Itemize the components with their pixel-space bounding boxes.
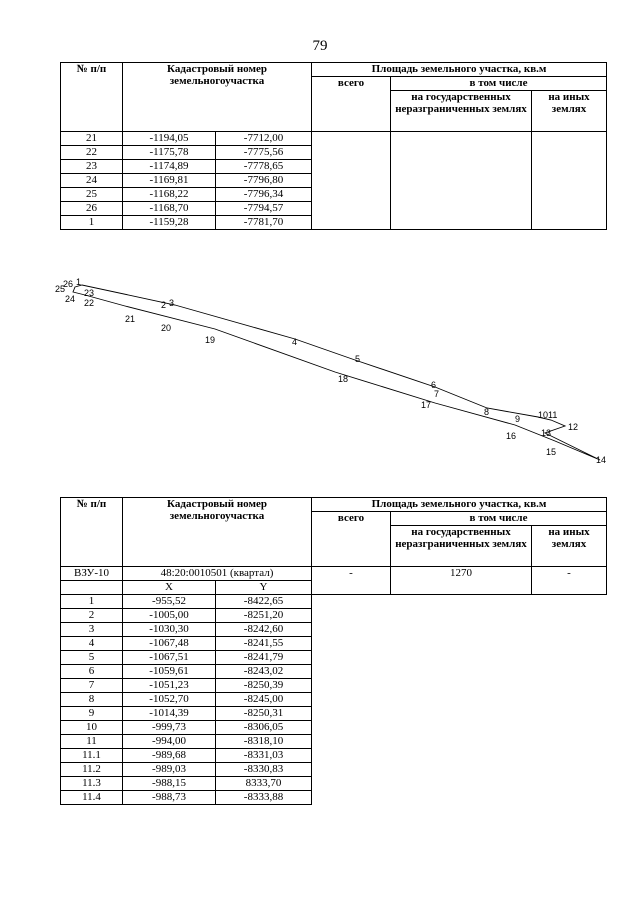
point-number: 24 bbox=[61, 174, 123, 188]
coord-y: -8306,05 bbox=[216, 721, 312, 735]
point-number: 11.4 bbox=[61, 791, 123, 805]
coord-x: -1159,28 bbox=[123, 216, 216, 230]
header-total: всего bbox=[312, 77, 391, 132]
coord-y: -7712,00 bbox=[216, 132, 312, 146]
coord-y: -7778,65 bbox=[216, 160, 312, 174]
header-including: в том числе bbox=[391, 77, 607, 91]
table-row bbox=[61, 609, 607, 623]
vertex-label: 25 bbox=[55, 284, 66, 294]
parcel-id: ВЗУ-10 bbox=[61, 567, 123, 581]
point-number: 2 bbox=[61, 609, 123, 623]
vertex-label: 9 bbox=[515, 414, 521, 424]
table-row bbox=[61, 665, 607, 679]
coord-x: -1169,81 bbox=[123, 174, 216, 188]
coord-y: -8330,83 bbox=[216, 763, 312, 777]
coord-x: -1014,39 bbox=[123, 707, 216, 721]
header-num: № п/п bbox=[61, 498, 123, 567]
vertex-label: 3 bbox=[169, 298, 175, 308]
point-number: 7 bbox=[61, 679, 123, 693]
coord-x: -1059,61 bbox=[123, 665, 216, 679]
vertex-label: 1 bbox=[76, 277, 82, 287]
coord-x: -1175,78 bbox=[123, 146, 216, 160]
area-other: - bbox=[532, 567, 607, 595]
point-number: 21 bbox=[61, 132, 123, 146]
point-number: 4 bbox=[61, 637, 123, 651]
vertex-label: 20 bbox=[161, 323, 172, 333]
point-number: 11.2 bbox=[61, 763, 123, 777]
coord-x: -1168,22 bbox=[123, 188, 216, 202]
coord-y: -8242,60 bbox=[216, 623, 312, 637]
point-number: 23 bbox=[61, 160, 123, 174]
area-total-cell bbox=[312, 132, 391, 230]
coord-y: -8250,31 bbox=[216, 707, 312, 721]
vertex-label: 14 bbox=[596, 455, 607, 465]
area-total: - bbox=[312, 567, 391, 595]
table-row bbox=[61, 735, 607, 749]
header-state-land: на государственных неразграниченных землях bbox=[391, 526, 532, 567]
point-number: 5 bbox=[61, 651, 123, 665]
vertex-label: 10 bbox=[538, 410, 549, 420]
point-number: 11 bbox=[61, 735, 123, 749]
coord-x: -1005,00 bbox=[123, 609, 216, 623]
point-number: 11.1 bbox=[61, 749, 123, 763]
vertex-label: 6 bbox=[431, 380, 437, 390]
coord-y: -8250,39 bbox=[216, 679, 312, 693]
coord-y: -8251,20 bbox=[216, 609, 312, 623]
header-including: в том числе bbox=[391, 512, 607, 526]
table-row bbox=[61, 679, 607, 693]
vertex-label: 12 bbox=[568, 422, 579, 432]
coord-x: -994,00 bbox=[123, 735, 216, 749]
coord-y: -7781,70 bbox=[216, 216, 312, 230]
col-x-label: X bbox=[123, 581, 216, 595]
header-cadastral: Кадастровый номер земельногоучастка bbox=[123, 63, 312, 132]
parcel-cadastral: 48:20:0010501 (квартал) bbox=[123, 567, 312, 581]
coord-y: -8333,88 bbox=[216, 791, 312, 805]
vertex-label: 4 bbox=[292, 337, 298, 347]
coord-x: -989,68 bbox=[123, 749, 216, 763]
vertex-label: 2 bbox=[161, 300, 167, 310]
coordinates-table-2 bbox=[60, 497, 607, 805]
table-row bbox=[61, 791, 607, 805]
coord-x: -1030,30 bbox=[123, 623, 216, 637]
vertex-label: 5 bbox=[355, 354, 361, 364]
point-number: 8 bbox=[61, 693, 123, 707]
coord-y: -8241,79 bbox=[216, 651, 312, 665]
vertex-label: 22 bbox=[84, 298, 95, 308]
vertex-label: 15 bbox=[546, 447, 557, 457]
coord-x: -1168,70 bbox=[123, 202, 216, 216]
vertex-label: 7 bbox=[434, 389, 440, 399]
area-state-cell bbox=[391, 132, 532, 230]
coordinates-table-1 bbox=[60, 62, 607, 230]
coord-y: -8241,55 bbox=[216, 637, 312, 651]
header-cadastral: Кадастровый номер земельногоучастка bbox=[123, 498, 312, 567]
parcel-diagram bbox=[55, 275, 615, 475]
vertex-label: 8 bbox=[484, 407, 490, 417]
table-row bbox=[61, 693, 607, 707]
coord-x: -955,52 bbox=[123, 595, 216, 609]
header-area: Площадь земельного участка, кв.м bbox=[312, 63, 607, 77]
header-total: всего bbox=[312, 512, 391, 567]
vertex-label: 24 bbox=[65, 294, 76, 304]
table-row bbox=[61, 777, 607, 791]
point-number: 9 bbox=[61, 707, 123, 721]
area-other-cell bbox=[532, 132, 607, 230]
header-other-land: на иных землях bbox=[532, 526, 607, 567]
table-row bbox=[61, 132, 607, 146]
point-number: 25 bbox=[61, 188, 123, 202]
point-number: 22 bbox=[61, 146, 123, 160]
parcel-outline bbox=[73, 285, 600, 460]
coord-x: -1194,05 bbox=[123, 132, 216, 146]
vertex-label: 16 bbox=[506, 431, 517, 441]
vertex-label: 11 bbox=[548, 410, 558, 420]
point-number: 26 bbox=[61, 202, 123, 216]
point-number: 1 bbox=[61, 595, 123, 609]
coord-y: -8318,10 bbox=[216, 735, 312, 749]
coord-y: -8331,03 bbox=[216, 749, 312, 763]
vertex-label: 13 bbox=[541, 428, 552, 438]
coord-y: -7794,57 bbox=[216, 202, 312, 216]
vertex-label: 19 bbox=[205, 335, 216, 345]
coord-x: -989,03 bbox=[123, 763, 216, 777]
coord-x: -1052,70 bbox=[123, 693, 216, 707]
header-state-land: на государственных неразграниченных землях bbox=[391, 91, 532, 132]
table-row bbox=[61, 721, 607, 735]
coord-x: -1067,51 bbox=[123, 651, 216, 665]
table-row bbox=[61, 637, 607, 651]
vertex-label: 26 bbox=[63, 279, 74, 289]
point-number: 1 bbox=[61, 216, 123, 230]
vertex-label: 18 bbox=[338, 374, 349, 384]
coord-y: -8245,00 bbox=[216, 693, 312, 707]
table-row bbox=[61, 763, 607, 777]
coord-x: -1174,89 bbox=[123, 160, 216, 174]
vertex-label: 21 bbox=[125, 314, 136, 324]
coord-y: -7796,80 bbox=[216, 174, 312, 188]
area-state: 1270 bbox=[391, 567, 532, 595]
point-number: 11.3 bbox=[61, 777, 123, 791]
point-number: 6 bbox=[61, 665, 123, 679]
table-row bbox=[61, 595, 607, 609]
vertex-label: 17 bbox=[421, 400, 432, 410]
coord-x: -999,73 bbox=[123, 721, 216, 735]
table-row bbox=[61, 749, 607, 763]
coord-y: 8333,70 bbox=[216, 777, 312, 791]
empty-cell bbox=[61, 581, 123, 595]
page-number: 79 bbox=[312, 38, 328, 54]
coord-y: -7796,34 bbox=[216, 188, 312, 202]
header-num: № п/п bbox=[61, 63, 123, 132]
coord-x: -988,73 bbox=[123, 791, 216, 805]
coord-x: -1067,48 bbox=[123, 637, 216, 651]
coord-x: -1051,23 bbox=[123, 679, 216, 693]
coord-y: -8422,65 bbox=[216, 595, 312, 609]
coord-y: -7775,56 bbox=[216, 146, 312, 160]
coord-y: -8243,02 bbox=[216, 665, 312, 679]
table-row bbox=[61, 623, 607, 637]
header-other-land: на иных землях bbox=[532, 91, 607, 132]
table-row bbox=[61, 651, 607, 665]
point-number: 3 bbox=[61, 623, 123, 637]
header-area: Площадь земельного участка, кв.м bbox=[312, 498, 607, 512]
coord-x: -988,15 bbox=[123, 777, 216, 791]
table-row bbox=[61, 707, 607, 721]
col-y-label: Y bbox=[216, 581, 312, 595]
vertex-label: 23 bbox=[84, 288, 95, 298]
point-number: 10 bbox=[61, 721, 123, 735]
